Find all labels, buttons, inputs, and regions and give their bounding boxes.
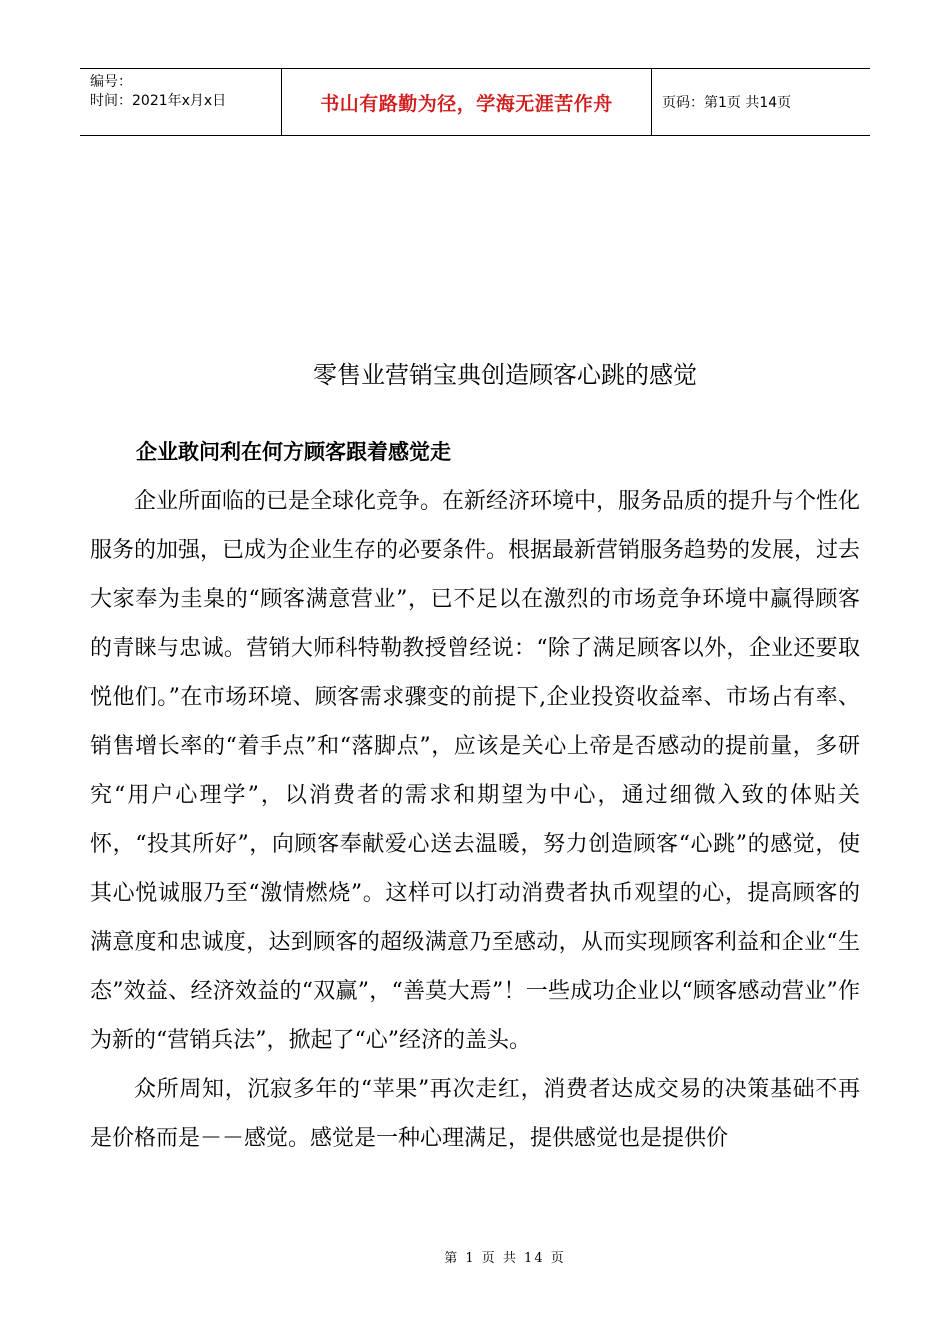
page-footer: 第 1 页 共 14 页 bbox=[444, 1251, 566, 1266]
header-page-cell bbox=[652, 69, 870, 135]
header-table bbox=[80, 68, 870, 136]
page-code: 页码：第1页 共14页 bbox=[662, 95, 792, 111]
motto-text: 书山有路勤为径，学海无涯苦作舟 bbox=[320, 92, 613, 115]
date-label: 时间：2021年x月x日 bbox=[90, 93, 227, 109]
document-title: 零售业营销宝典创造顾客心跳的感觉 bbox=[313, 361, 697, 389]
header-meta-cell bbox=[80, 69, 282, 135]
body-paragraph: 企业所面临的已是全球化竞争。在新经济环境中，服务品质的提升与个性化服务的加强，已成为企业生存的必要条件。根据最新营销服务趋势的发展，过去大家奉为圭臬的“顾客满意营业”，已不足以在激烈的市场竞争环境中赢得顾客的青睐与忠诚。营销大师科特勒教授曾经说：“除了满足顾客以外，企业还要取悦他们。”在市场环境、顾客需求骤变的前提下,企业投资收益率、市场占有率、销售增长率的“着手点”和“落脚点”，应该是关心上帝是否感动的提前量，多研究“用户心理学”，以消费者的需求和期望为中心，通过细微入致的体贴关怀，“投其所好”，向顾客奉献爱心送去温暖，努力创造顾客“心跳”的感觉，使其心悦诚服乃至“激情燃烧”。这样可以打动消费者执币观望的心，提高顾客的满意度和忠诚度，达到顾客的超级满意乃至感动，从而实现顾客利益和企业“生态”效益、经济效益的“双赢”，“善莫大焉”！一些成功企业以“顾客感动营业”作为新的“营销兵法”，掀起了“心”经济的盖头。 bbox=[90, 489, 861, 1053]
document-body bbox=[90, 428, 860, 1163]
header-motto-cell bbox=[282, 69, 652, 135]
body-paragraph: 众所周知，沉寂多年的“苹果”再次走红，消费者达成交易的决策基础不再是价格而是－－感觉。感觉是一种心理满足，提供感觉也是提供价 bbox=[90, 1077, 860, 1151]
section-subheading: 企业敢问利在何方顾客跟着感觉走 bbox=[136, 440, 451, 464]
number-label: 编号： bbox=[90, 74, 132, 90]
